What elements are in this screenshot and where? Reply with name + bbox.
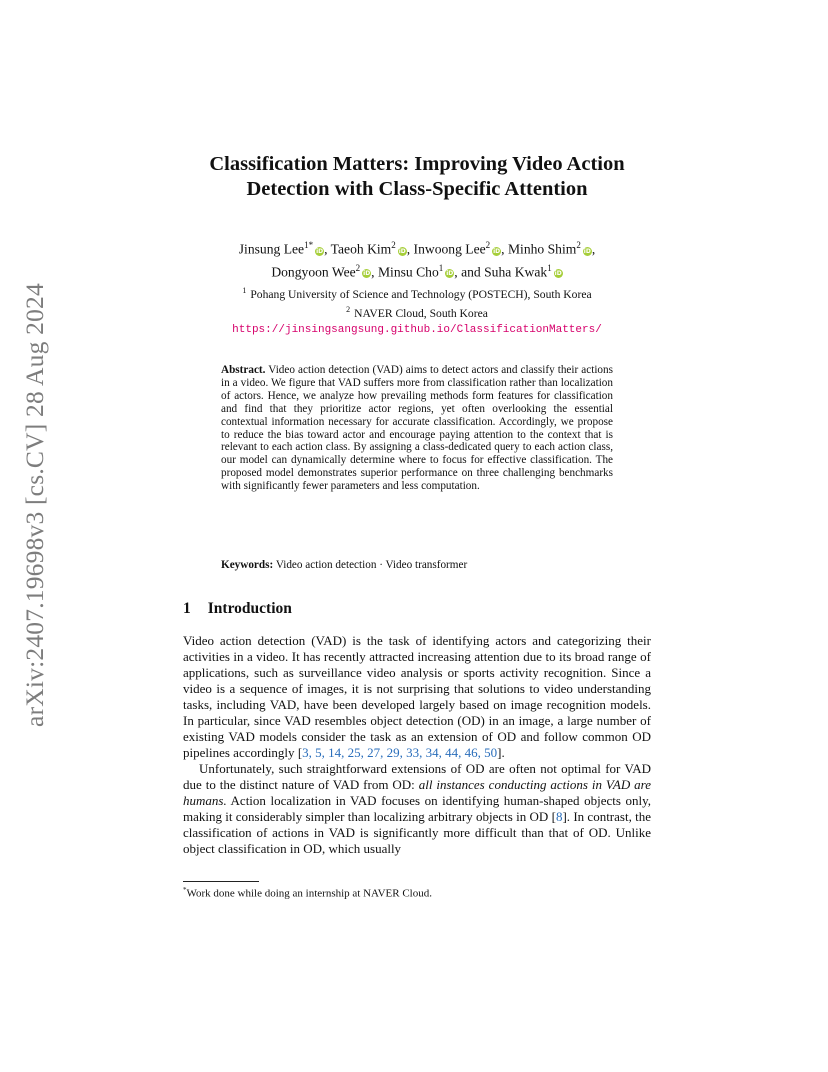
author-name: Dongyoon Wee [271,264,356,280]
orcid-icon[interactable]: iD [363,270,371,278]
paper-title [150,152,684,202]
project-url-link[interactable]: https://jinsingsangsung.github.io/ClassificationMatters/ [232,323,602,336]
author-sup: 1* [304,240,314,250]
affiliations [150,283,684,338]
abstract-label: Abstract. [221,364,266,376]
orcid-icon[interactable]: iD [398,247,406,255]
section-title: Introduction [207,600,292,617]
paragraph-2: Unfortunately, such straightforward extensions of OD are often not optimal for VAD due to the distinct nature of VAD from OD: all instances conducting actions in VAD are humans. Action localization in VAD focuses on identifying human-shaped objects only, making it considerably simpler than localizing arbitrary objects in OD [8]. In contrast, the classification of actions in VAD is significantly more difficult than that of OD. Unlike object classification in OD, which usually [183,761,652,856]
footnote-rule [183,881,259,882]
orcid-icon[interactable]: iD [554,270,562,278]
body-text [183,633,651,857]
footnote-mark: * [183,886,187,894]
author-name: Minsu Cho [377,264,439,280]
author-and: and [461,264,481,280]
orcid-icon[interactable]: iD [316,247,324,255]
footnote-text: Work done while doing an internship at NAVER Cloud. [186,887,432,900]
citation-link[interactable]: 8 [555,809,563,824]
author-list: Jinsung Lee$^{1*}$iD, Taeoh Kim$^2$iD, Inwoong Lee$^2$iD, Minho Shim$^2$iD, Dongyoon Wee$^2$iD, Minsu Cho$^1$iD, and Suha Kwak$^1$iD [238,240,596,280]
abstract-text: Video action detection (VAD) aims to detect actors and classify their actions in a video. We figure that VAD suffers more from classification rather than localization of actors. Hence, we analyze how prevailing methods form features for classification and find that they prioritize actor regions, yet often overlooking the essential contextual information necessary for accurate classification. Accordingly, we propose to reduce the bias toward actor and encourage paying attention to the context that is relevant to each action class. By assigning a class-dedicated query to each action class, our model can dynamically determine where to focus for effective classification. The proposed model demonstrates superior performance on three challenging benchmarks with significantly fewer parameters and less computation. [221,364,613,493]
keywords-text: Video action detection · Video transformer [275,559,468,571]
author-name: Inwoong Lee [413,241,486,257]
keywords-label: Keywords: [221,559,274,571]
author-sup: 2 [391,240,396,250]
author-sup: 1 [438,262,444,273]
title-line-1: Classification Matters: Improving Video Action [209,153,625,175]
abstract [221,364,613,493]
orcid-icon[interactable]: iD [446,270,454,278]
orcid-icon[interactable]: iD [493,247,501,255]
author-sup: 1 [547,262,552,273]
section-number: 1 [183,600,191,617]
arxiv-stamp-text: arXiv:2407.19698v3 [cs.CV] 28 Aug 2024 [20,283,49,727]
orcid-icon[interactable]: iD [583,247,591,255]
author-sup: 2 [485,240,491,250]
citation-links[interactable]: 3, 5, 14, 25, 27, 29, 33, 34, 44, 46, 50 [302,745,498,760]
author-name: Suha Kwak [484,264,548,280]
arxiv-stamp [22,280,48,730]
paragraph-1: Video action detection (VAD) is the task of identifying actors and categorizing their activities in a video. It has recently attracted increasing attention due to its broad range of applications, such as surveillance video analysis or sports activity recognition. Since a video is a sequence of images, it is not surprising that solutions to video understanding tasks, including VAD, have been developed largely based on image recognition models. In particular, since VAD resembles object detection (OD) in an image, a large number of existing VAD models consider the task as an extension of OD and follow common OD pipelines accordingly [3, 5, 14, 25, 27, 29, 33, 34, 44, 46, 50]. [183,633,651,760]
title-line-2: Detection with Class-Specific Attention [246,178,588,200]
author-name: Minho Shim [507,241,577,257]
author-name: Taeoh Kim [330,241,392,257]
affiliation-1: $^1$ Pohang University of Science and Technology (POSTECH), South Korea [242,286,592,301]
author-sup: 2 [355,262,361,273]
affiliation-2: $^2$ NAVER Cloud, South Korea [346,304,488,320]
author-name: Jinsung Lee [238,241,305,257]
footnote [183,886,432,900]
keywords [221,559,613,572]
author-sup: 2 [576,240,581,250]
section-heading [183,600,292,618]
